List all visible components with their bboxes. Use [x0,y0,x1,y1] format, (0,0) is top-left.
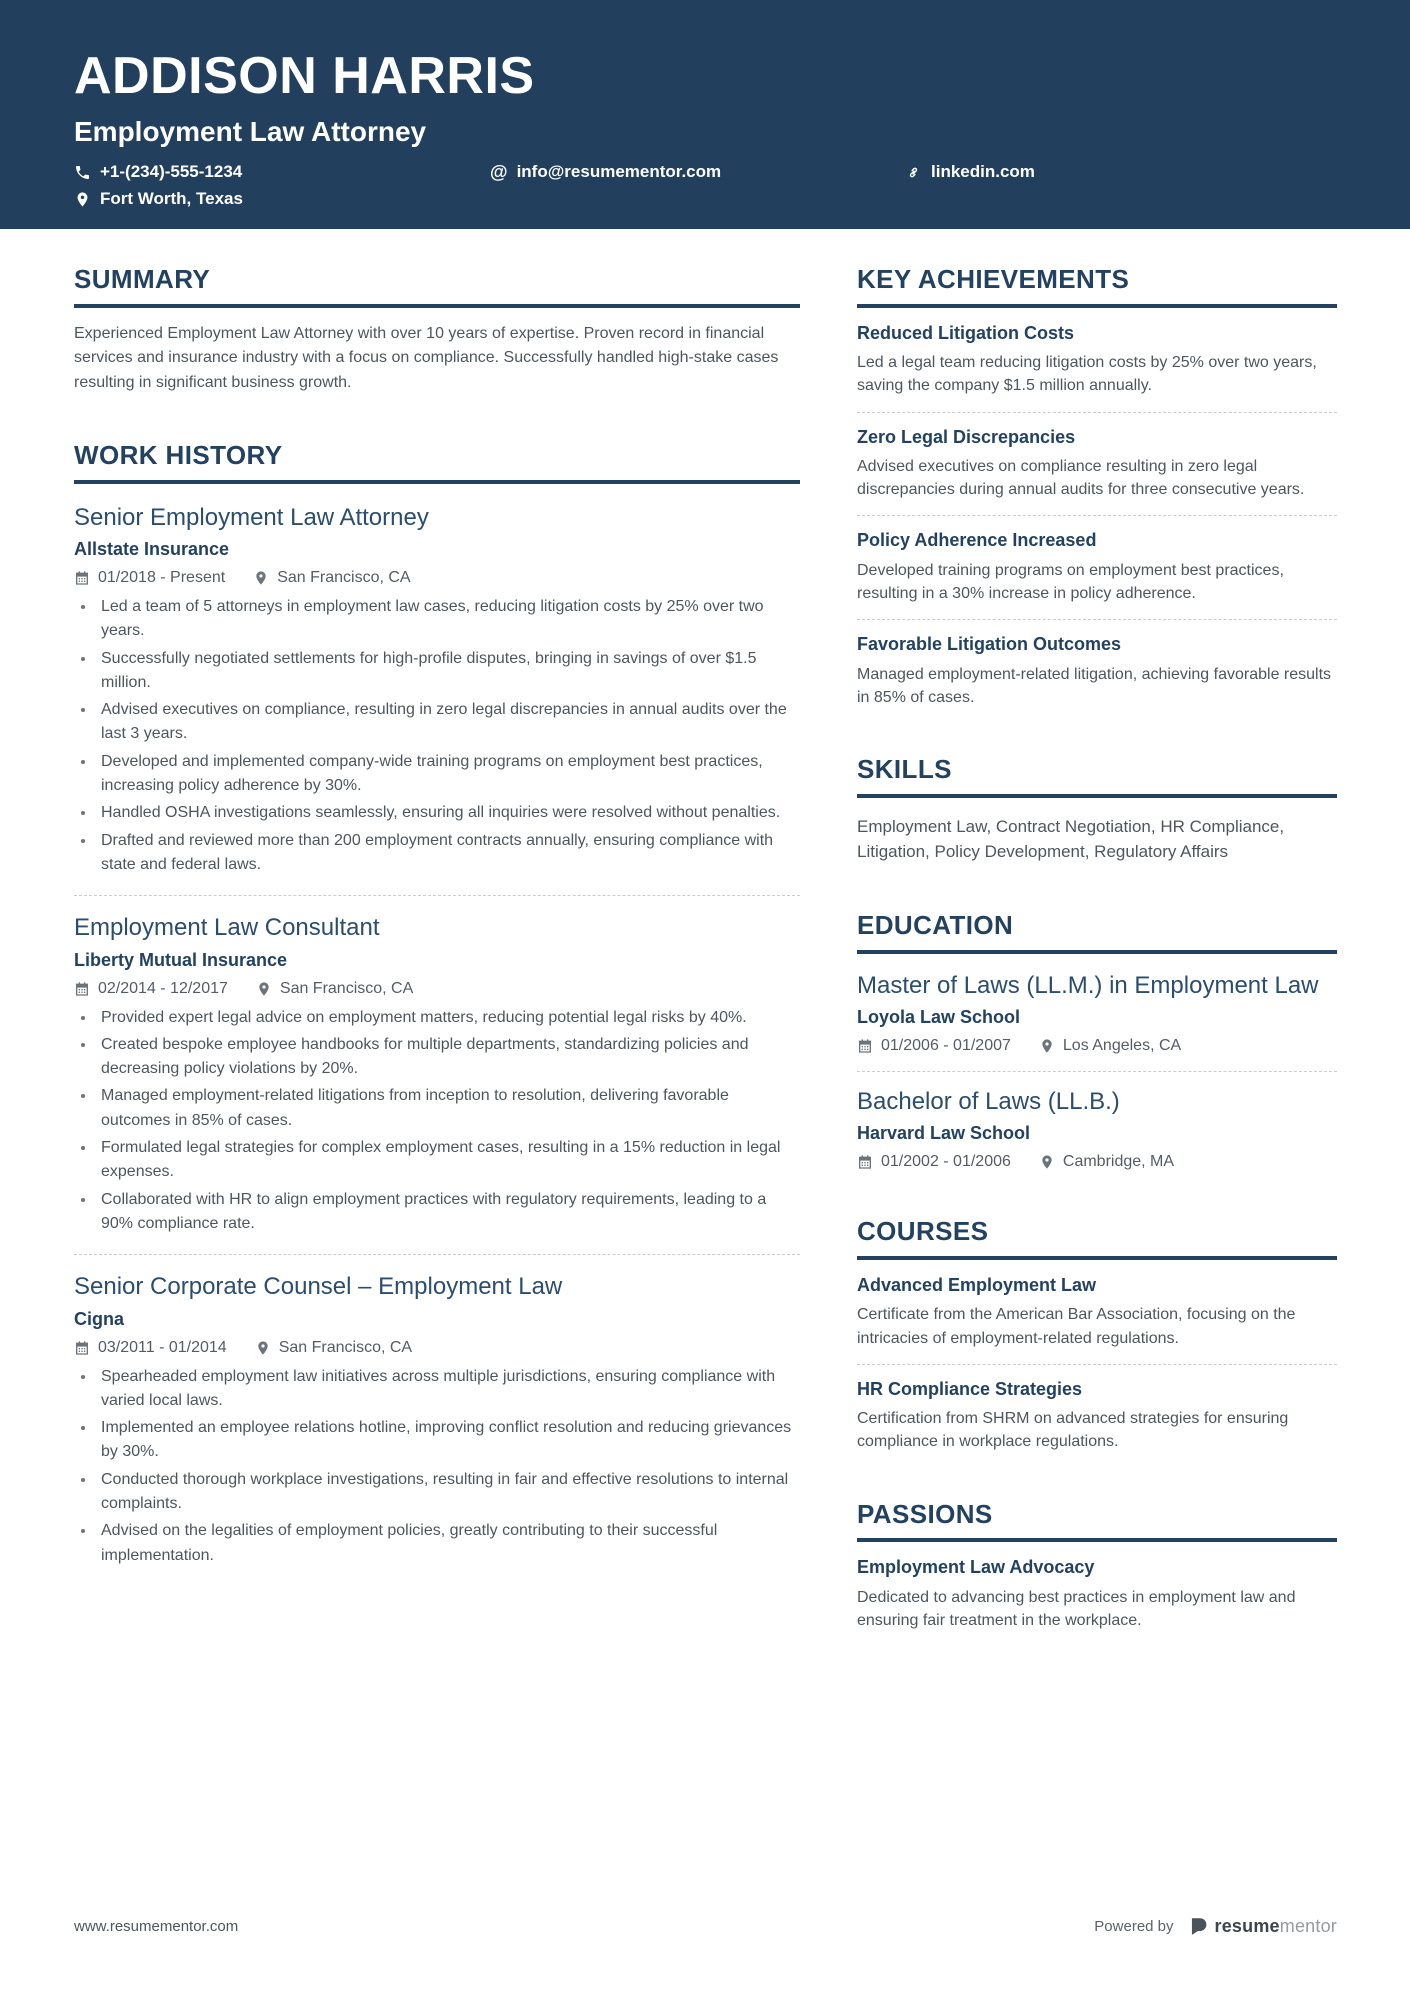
education-meta [857,1037,1337,1055]
education-location [1039,1153,1174,1171]
contact-location-text: Fort Worth, Texas [100,189,243,208]
contact-location [74,189,490,209]
achievement-title: Reduced Litigation Costs [857,322,1075,343]
school-name: Loyola Law School [857,1006,1021,1027]
job-bullet: Advised on the legalities of employment policies, greatly contributing to their successful implementation. [74,1519,800,1568]
summary-heading: SUMMARY [74,265,800,308]
location-icon [253,570,269,586]
course-title: Advanced Employment Law [857,1275,1097,1295]
achievement-text: Developed training programs on employment best practices, resulting in a 30% increase in policy adherence. [857,561,1284,602]
location-icon [255,1340,271,1356]
achievement-title: Favorable Litigation Outcomes [857,634,1122,655]
contact-phone-text: +1-(234)-555-1234 [100,162,243,181]
job-title: Senior Corporate Counsel – Employment Law [74,1273,563,1301]
calendar-icon [857,1154,873,1170]
course-title: HR Compliance Strategies [857,1378,1083,1399]
job-company: Allstate Insurance [74,538,230,559]
job-entry [74,502,800,878]
job-company: Liberty Mutual Insurance [74,949,288,970]
job-dates-text: 03/2011 - 01/2014 [98,1338,227,1356]
course-text: Certificate from the American Bar Association, focusing on the intricacies of employment-related regulations. [857,1306,1296,1347]
calendar-icon [74,981,90,997]
education-entry [857,970,1337,1055]
passion-item [857,1556,1337,1632]
job-company: Cigna [74,1308,125,1329]
footer-website[interactable]: www.resumementor.com [74,1918,239,1935]
education-dates [857,1037,1011,1055]
job-meta [74,569,800,587]
person-name: ADDISON HARRIS [74,47,535,105]
achievement-title: Policy Adherence Increased [857,530,1097,551]
job-entry [74,1254,800,1568]
education-entry [857,1071,1337,1171]
achievement-text: Advised executives on compliance resulting in zero legal discrepancies during annual audits for three consecutive years. [857,458,1305,499]
education-location [1039,1037,1181,1055]
calendar-icon [857,1038,873,1054]
achievement-item [857,515,1337,605]
calendar-icon [74,1340,90,1356]
bullet-list [74,595,800,877]
at-icon: @ [490,162,508,182]
job-bullet: Collaborated with HR to align employment practices with regulatory requirements, leading to a 90% compliance rate. [74,1188,800,1237]
job-bullet: Led a team of 5 attorneys in employment law cases, reducing litigation costs by 25% over two years. [74,595,800,644]
achievement-item [857,322,1337,398]
school-name: Harvard Law School [857,1123,1031,1144]
job-location-text: San Francisco, CA [278,1338,413,1356]
education-heading: EDUCATION [857,911,1337,954]
bullet-list [74,1006,800,1237]
job-dates [74,980,228,998]
job-location-text: San Francisco, CA [277,568,411,586]
bullet-list [74,1365,800,1569]
resumementor-logo-text: resumementor [1214,1916,1337,1936]
achievement-list [857,322,1337,709]
person-title: Employment Law Attorney [74,116,427,147]
job-bullet: Conducted thorough workplace investigations, resulting in fair and effective resolutions to internal complaints. [74,1468,800,1517]
contact-email-text[interactable]: info@resumementor.com [516,162,722,181]
course-item [857,1274,1337,1350]
passions-heading: PASSIONS [857,1500,1337,1543]
contact-phone [74,162,490,182]
degree-title: Master of Laws (LL.M.) in Employment Law [857,971,1319,999]
job-bullet: Created bespoke employee handbooks for multiple departments, standardizing policies and decreasing policy violations by 20%. [74,1033,800,1082]
page-footer [0,1916,1410,1995]
powered-by [1094,1916,1337,1937]
location-icon [1039,1154,1055,1170]
courses-heading: COURSES [857,1217,1337,1260]
job-bullet: Provided expert legal advice on employment matters, reducing potential legal risks by 40%. [74,1006,800,1030]
key-achievements-section [857,265,1337,709]
job-entry [74,895,800,1236]
job-location [253,569,410,587]
job-meta [74,1339,800,1357]
right-column [857,229,1337,1632]
resumementor-logo[interactable] [1188,1916,1337,1937]
calendar-icon [74,570,90,586]
achievement-text: Led a legal team reducing litigation costs by 25% over two years, saving the company $1.5 million annually. [857,354,1317,395]
job-bullet: Developed and implemented company-wide training programs on employment best practices, increasing policy adherence by 30%. [74,750,800,799]
contact-email[interactable] [490,162,905,182]
key-achievements-heading: KEY ACHIEVEMENTS [857,265,1337,308]
achievement-item [857,412,1337,502]
education-location-text: Cambridge, MA [1062,1153,1175,1171]
job-dates [74,569,225,587]
achievement-title: Zero Legal Discrepancies [857,426,1076,447]
link-icon [905,164,922,181]
job-location [256,980,413,998]
job-bullet: Handled OSHA investigations seamlessly, ensuring all inquiries were resolved without penalties. [74,801,800,825]
resume-header [0,0,1410,229]
left-column [74,229,800,1568]
job-bullet: Drafted and reviewed more than 200 employment contracts annually, ensuring compliance with state and federal laws. [74,829,800,878]
passion-title: Employment Law Advocacy [857,1557,1095,1578]
resume-body [0,229,1410,1632]
job-bullet: Managed employment-related litigations from inception to resolution, delivering favorable outcomes in 85% of cases. [74,1084,800,1133]
job-bullet: Successfully negotiated settlements for high-profile disputes, bringing in savings of over $1.5 million. [74,647,800,696]
education-location-text: Los Angeles, CA [1062,1036,1182,1054]
job-bullet: Formulated legal strategies for complex employment cases, resulting in a 15% reduction in legal expenses. [74,1136,800,1185]
work-history-heading: WORK HISTORY [74,441,800,484]
job-meta [74,980,800,998]
courses-section [857,1217,1337,1453]
passions-section [857,1500,1337,1633]
job-location-text: San Francisco, CA [279,979,414,997]
contact-linkedin[interactable] [905,162,1336,182]
location-icon [1039,1038,1055,1054]
contact-row [74,162,1336,209]
contact-linkedin-text[interactable]: linkedin.com [931,162,1035,181]
passion-text: Dedicated to advancing best practices in employment law and ensuring fair treatment in the workplace. [857,1588,1296,1629]
summary-text: Experienced Employment Law Attorney with over 10 years of expertise. Proven record in financial services and insurance industry with a focus on compliance. Successfully handled high-stake cases resulting in significant business growth. [74,324,779,391]
degree-title: Bachelor of Laws (LL.B.) [857,1087,1120,1115]
course-list [857,1274,1337,1454]
job-title: Employment Law Consultant [74,914,380,942]
powered-by-label: Powered by [1094,1918,1174,1935]
work-history-section [74,441,800,1568]
education-meta [857,1153,1337,1171]
job-bullet: Advised executives on compliance, resulting in zero legal discrepancies in annual audits over the last 3 years. [74,698,800,747]
job-title: Senior Employment Law Attorney [74,503,429,531]
course-item [857,1364,1337,1454]
location-icon [256,981,272,997]
education-section [857,911,1337,1171]
achievement-item [857,619,1337,709]
job-dates-text: 01/2018 - Present [98,568,226,586]
job-dates-text: 02/2014 - 12/2017 [98,979,228,997]
phone-icon [74,164,91,181]
skills-list: Employment Law, Contract Negotiation, HR Compliance, Litigation, Policy Development, Regulatory Affairs [857,816,1285,862]
education-dates-text: 01/2006 - 01/2007 [881,1036,1011,1054]
education-dates-text: 01/2002 - 01/2006 [881,1153,1011,1171]
location-icon [74,191,91,208]
job-location [255,1339,412,1357]
resumementor-logo-icon [1188,1916,1209,1937]
summary-section [74,265,800,395]
skills-heading: SKILLS [857,755,1337,798]
skills-section [857,755,1337,865]
achievement-text: Managed employment-related litigation, achieving favorable results in 85% of cases. [857,665,1332,706]
education-dates [857,1153,1011,1171]
passion-list [857,1556,1337,1632]
job-bullet: Spearheaded employment law initiatives across multiple jurisdictions, ensuring compliance with varied local laws. [74,1365,800,1414]
course-text: Certification from SHRM on advanced strategies for ensuring compliance in workplace regulations. [857,1410,1289,1451]
job-dates [74,1339,227,1357]
job-bullet: Implemented an employee relations hotline, improving conflict resolution and reducing grievances by 30%. [74,1416,800,1465]
